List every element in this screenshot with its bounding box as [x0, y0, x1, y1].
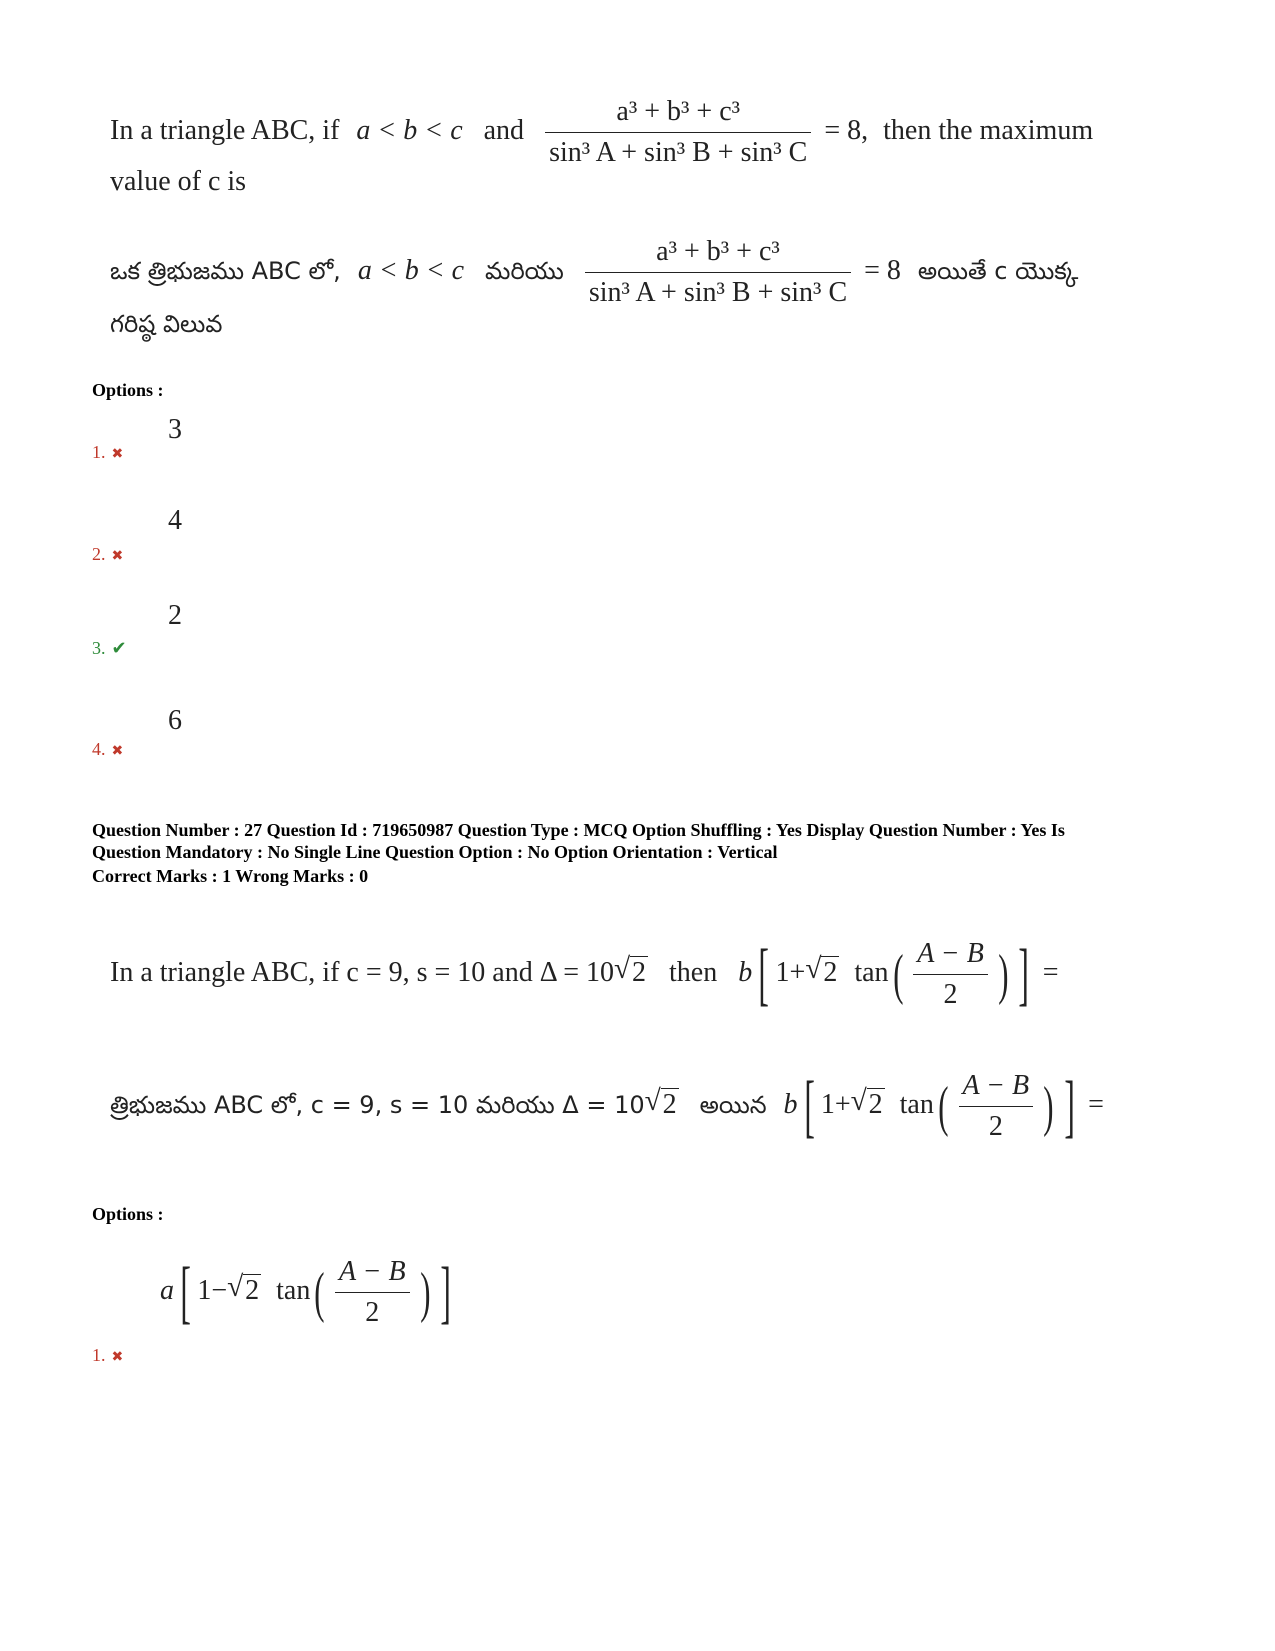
q27-te-one-plus: 1+ [820, 1088, 851, 1120]
q27-telugu-line: త్రిభుజము ABC లో, c = 9, s = 10 మరియు Δ = 10 √ 2 అయిన b[ 1+ √ 2 tan( $\frac{A - B}{2}$ ) ] = [110, 1067, 1104, 1145]
q27-ab-num: A − B [917, 938, 984, 969]
q26-te-condition: a < b < c [357, 254, 465, 286]
q27-option-1[interactable] [92, 1345, 123, 1366]
q26-en-line2: value of c is [110, 166, 247, 197]
q26-te-suffix: అయితే c యొక్క [917, 256, 1079, 285]
q27-te-text: త్రిభుజము ABC లో, c = 9, s = 10 మరియు Δ = 10 [110, 1090, 645, 1119]
q26-option-2-number: 2. [92, 544, 106, 564]
q26-option-4[interactable] [92, 739, 123, 760]
q27-te-ab-den: 2 [988, 1111, 1003, 1142]
q26-en-suffix: then the maximum [883, 114, 1094, 146]
q26-option-1[interactable] [92, 442, 123, 463]
q26-frac-num: a³ + b³ + c³ [545, 96, 811, 133]
q27-ab-den: 2 [943, 979, 958, 1010]
q27-one-plus: 1+ [775, 956, 806, 988]
q26-option-2[interactable] [92, 544, 123, 565]
q27-ab-frac [913, 938, 988, 1011]
q26-and: and [483, 114, 525, 146]
q27-b: b [738, 956, 753, 988]
check-icon: ✔ [111, 638, 127, 658]
q26-te-eq: = 8 [864, 254, 901, 286]
q26-te-fraction [585, 236, 851, 309]
q27-te-ab-num: A − B [962, 1070, 1030, 1101]
q26-option-2-value: 4 [168, 505, 182, 536]
q27-opt1-ab-den: 2 [365, 1297, 380, 1328]
q27-marks: Correct Marks : 1 Wrong Marks : 0 [92, 866, 369, 886]
q27-opt1-ab-num: A − B [338, 1256, 406, 1287]
q27-option-1-number: 1. [92, 1345, 106, 1365]
wrong-icon: ✖ [111, 549, 124, 564]
q26-option-3-number: 3. [92, 638, 106, 658]
q26-te-and: మరియు [485, 256, 564, 285]
q26-frac-den: sin³ A + sin³ B + sin³ C [549, 137, 808, 168]
q27-options-label: Options : [92, 1204, 164, 1224]
q27-meta-line1: Question Number : 27 Question Id : 719650987 Question Type : MCQ Option Shuffling : Yes Display Question Number : Yes Is [92, 820, 1065, 840]
q27-sqrt: √ 2 [614, 952, 646, 988]
q27-te-ayina: అయిన [699, 1090, 767, 1119]
q27-metadata [92, 819, 1242, 863]
q26-options-label: Options : [92, 380, 164, 400]
q26-option-1-number: 1. [92, 442, 106, 462]
q26-te-line2: గరిష్ఠ విలువ [110, 310, 223, 338]
q26-option-1-value: 3 [168, 414, 182, 445]
wrong-icon: ✖ [111, 1350, 124, 1365]
q27-then: then [669, 956, 718, 988]
q27-equals: = [1042, 956, 1059, 988]
wrong-icon: ✖ [111, 447, 124, 462]
wrong-icon: ✖ [111, 744, 124, 759]
q27-opt1-sqrt: 2 [245, 1274, 260, 1306]
q27-opt1-tan: tan [276, 1274, 311, 1306]
q26-option-4-number: 4. [92, 739, 106, 759]
q26-option-3[interactable] [92, 638, 127, 659]
q27-sqrt-value: 2 [632, 956, 646, 988]
q26-te-frac-num: a³ + b³ + c³ [585, 236, 851, 273]
q26-telugu-line [110, 236, 1078, 309]
q26-english-line [110, 96, 1093, 169]
q27-te-sqrt: 2 [662, 1088, 677, 1120]
q26-option-4-value: 6 [168, 705, 182, 736]
q27-en-text: In a triangle ABC, if c = 9, s = 10 and Δ = 10 [110, 956, 614, 988]
q27-sqrt-2: 2 [823, 956, 838, 988]
q27-tan: tan [854, 956, 889, 988]
q26-en-prefix: In a triangle ABC, if [110, 114, 340, 146]
q26-te-prefix: ఒక త్రిభుజము ABC లో, [110, 256, 341, 285]
q26-eq: = 8, [824, 114, 869, 146]
q27-te-equals: = [1088, 1088, 1104, 1120]
q27-english-line: In a triangle ABC, if c = 9, s = 10 and Δ = 10 √ 2 then b[ 1+ √ 2 tan( $\frac{A - B}{2}$ ) ] = [110, 935, 1059, 1013]
q26-option-3-value: 2 [168, 600, 182, 631]
q26-te-frac-den: sin³ A + sin³ B + sin³ C [588, 277, 848, 308]
q27-te-sqrt-2: 2 [868, 1088, 883, 1120]
q26-condition: a < b < c [356, 114, 463, 146]
q27-option-1-value: a[ 1− √ 2 tan( $\frac{A - B}{2}$ ) ] [160, 1253, 452, 1331]
q27-te-b: b [783, 1088, 798, 1120]
q27-opt1-one-minus: 1− [197, 1274, 228, 1306]
q26-fraction [545, 96, 811, 169]
q27-meta-line2: Question Mandatory : No Single Line Question Option : No Option Orientation : Vertical [92, 842, 778, 862]
q27-te-tan: tan [899, 1088, 934, 1120]
q27-opt1-a: a [160, 1274, 174, 1306]
